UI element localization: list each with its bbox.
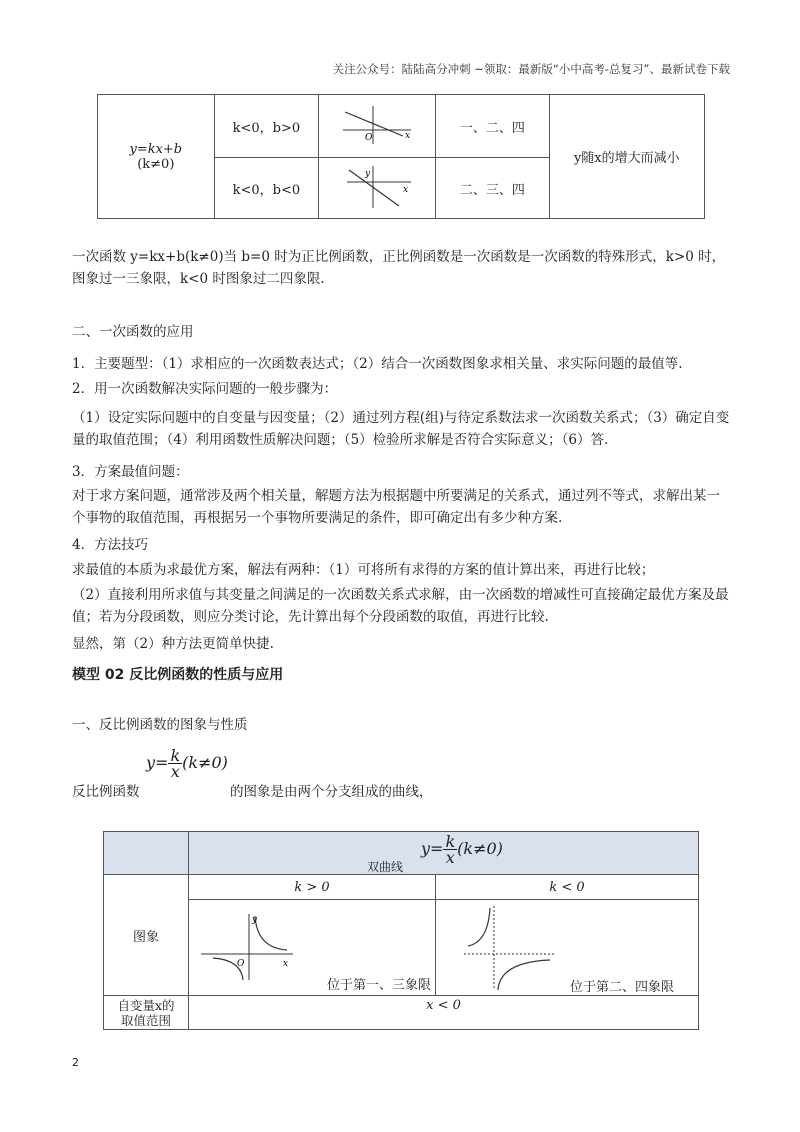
svg-text:x: x [403,185,409,195]
inverse-function-table [103,831,699,1030]
quadrants-cell-1: 一、二、四 [436,95,549,158]
item-4-b: （2）直接利用所求值与其变量之间满足的一次函数关系式求解，由一次函数的增减性可直接确定最优方案及最值；若为分段函数，则应分类讨论，先计算出每个分段函数的取值，再进行比较. [72,587,729,625]
hyperbola-quadrants-1-3 [197,910,297,982]
linear-function-table [97,94,705,219]
cond-cell-1: k<0，b>0 [214,95,319,158]
svg-text:y: y [252,915,258,925]
item-2-detail: （1）设定实际问题中的自变量与因变量；（2）通过列方程(组)与待定系数法求一次函数关系式；（3）确定自变量的取值范围；（4）利用函数性质解决问题；（5）检验所求解是否符合实际意义；（6）答. [72,410,730,448]
page-header: 关注公众号：陆陆高分冲刺 ~领取：最新版“小中高考-总复习”、最新试卷下载 [332,62,730,76]
domain-value: x < 0 [189,996,699,1030]
model-2-title: 模型 02 反比例函数的性质与应用 [72,667,284,683]
hyperbola-quadrants-2-4 [460,902,560,992]
k-negative-header: k < 0 [436,875,699,900]
k-positive-desc: 位于第一、三象限 [326,978,431,993]
svg-text:O: O [365,133,373,143]
k-negative-desc: 位于第二、四象限 [569,980,674,995]
quadrants-cell-2: 二、三、四 [436,158,549,219]
k-positive-header: k > 0 [189,875,436,900]
item-4-c: 显然，第（2）种方法更简单快捷. [72,636,274,652]
image-row-label: 图象 [104,875,189,996]
inverse-formula: y= $\frac{k}{x}$ (k≠0) [146,746,228,781]
para-linear-summary: 一次函数 y=kx+b(k≠0)当 b=0 时为正比例函数，正比例函数是一次函数是一次函数的特殊形式，k>0 时，图象过一三象限，k<0 时图象过二四象限. [72,249,726,287]
function-cond: (k≠0) [137,156,175,172]
svg-text:y: y [365,169,371,179]
svg-text:x: x [283,959,289,969]
k-negative-graph-cell [436,900,699,996]
k-positive-graph-cell [189,900,436,996]
svg-text:O: O [237,959,245,969]
decreasing-line-graph-positive-intercept [337,102,417,146]
item-1: 1．主要题型：（1）求相应的一次函数表达式；（2）结合一次函数图象求相关量、求实际问题的最值等. [72,356,683,372]
formula-header-cell: y= $\frac{k}{x}$ (k≠0) 双曲线 [189,832,699,875]
property-cell: y随x的增大而减小 [549,95,704,219]
item-3-detail: 对于求方案问题，通常涉及两个相关量，解题方法为根据题中所要满足的关系式，通过列不等式，求解出某一个事物的取值范围，再根据另一个事物所要满足的条件，即可确定出有多少种方案. [72,488,720,526]
item-2: 2．用一次函数解决实际问题的一般步骤为： [72,381,338,397]
section-linear-application: 二、一次函数的应用 [72,324,194,340]
inverse-intro-post: 的图象是由两个分支组成的曲线， [230,784,433,800]
inverse-intro-pre: 反比例函数 [72,784,140,800]
function-cell [98,95,215,219]
cond-cell-2: k<0，b<0 [214,158,319,219]
domain-row-label: 自变量x的取值范围 [104,996,189,1030]
item-3: 3．方案最值问题： [72,464,189,480]
page-number: 2 [72,1056,79,1069]
item-4: 4．方法技巧 [72,537,149,553]
hyperbola-label: 双曲线 [367,860,404,874]
function-expr: y=kx+b [129,141,183,157]
graph-cell-2 [319,158,436,219]
item-4-a: 求最值的本质为求最优方案，解法有两种：（1）可将所有求得的方案的值计算出来，再进行比较； [72,562,655,578]
decreasing-line-graph-negative-intercept [337,162,417,210]
svg-text:x: x [405,131,411,141]
graph-cell-1 [319,95,436,158]
section-inverse-function: 一、反比例函数的图象与性质 [72,717,248,733]
